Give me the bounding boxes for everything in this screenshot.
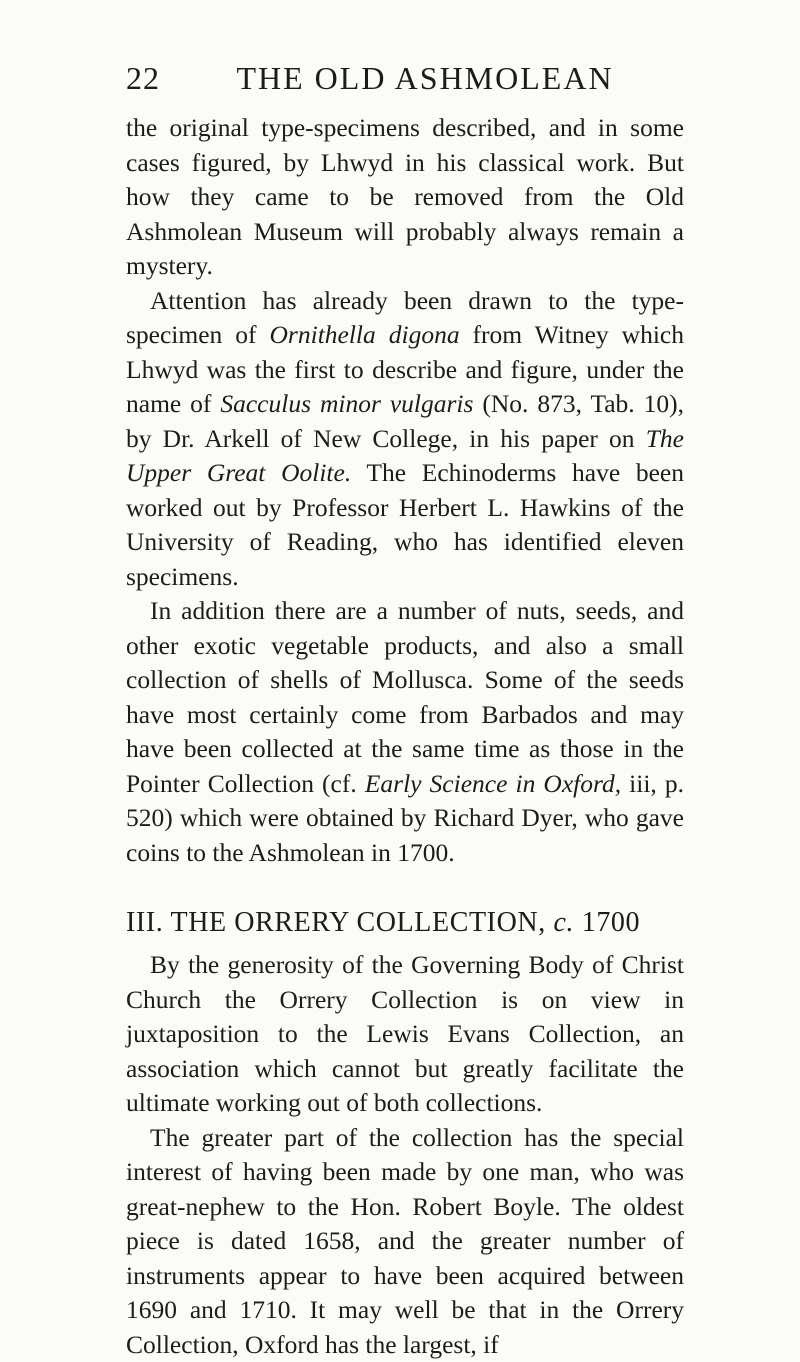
paragraph-4: By the generosity of the Governing Body of Christ Church the Orrery Collection is on view in juxtaposition to the Lewis Evans Collection, an association which cannot but greatly facilitate the ultimate working out of both collections. bbox=[126, 948, 684, 1121]
paragraph-2-text-c: (No. 873, Tab. 10), by Dr. Arkell of New College, in his paper on bbox=[126, 389, 684, 453]
section-heading bbox=[126, 904, 684, 942]
taxon-sacculus-minor-vulgaris: Sacculus minor vulgaris bbox=[220, 389, 473, 418]
running-title: THE OLD ASHMOLEAN bbox=[126, 58, 684, 98]
paragraph-3-text-a: In addition there are a number of nuts, seeds, and other exotic vegetable products, and also a small collection of shells of Mollusca. Some of the seeds have most certainly come from Barbados and may have been collected at the same time as those in the Pointer Collection (cf. bbox=[126, 596, 684, 798]
section-numeral: III. bbox=[126, 907, 163, 938]
paragraph-1: the original type-specimens described, and in some cases figured, by Lhwyd in his classical work. But how they came to be removed from the Old Ashmolean Museum will probably always remain a mystery. bbox=[126, 111, 684, 284]
body-text bbox=[126, 111, 684, 1362]
paragraph-5: The greater part of the collection has the special interest of having been made by one man, who was great-nephew to the Hon. Robert Boyle. The oldest piece is dated 1658, and the greater number of instruments appear to have been acquired between 1690 and 1710. It may well be that in the Orrery Collection, Oxford has the largest, if bbox=[126, 1121, 684, 1362]
paragraph-3-text-b: iii, p. 520) which were obtained by Richard Dyer, who gave coins to the Ashmolean in 1700. bbox=[126, 769, 684, 867]
section-circa: c. bbox=[553, 907, 574, 938]
running-head bbox=[126, 58, 684, 98]
paragraph-2-text-d: The Echinoderms have been worked out by Professor Herbert L. Hawkins of the University of Reading, who has identified eleven specimens. bbox=[126, 458, 684, 591]
page-number: 22 bbox=[126, 58, 160, 98]
paragraph-2-text-a: Attention has already been drawn to the type-specimen of bbox=[126, 286, 684, 350]
section-title: THE ORRERY COLLECTION, bbox=[170, 907, 545, 938]
taxon-ornithella-digona: Ornithella digona bbox=[270, 320, 460, 349]
section-year: 1700 bbox=[582, 907, 640, 938]
book-title-early-science: Early Science in Oxford, bbox=[365, 769, 621, 798]
paragraph-2-text-b: from Witney which Lhwyd was the first to describe and figure, under the name of bbox=[126, 320, 684, 418]
paragraph-3 bbox=[126, 594, 684, 870]
paper-title-upper-great-oolite: The Upper Great Oolite. bbox=[126, 424, 684, 488]
paragraph-2 bbox=[126, 284, 684, 595]
